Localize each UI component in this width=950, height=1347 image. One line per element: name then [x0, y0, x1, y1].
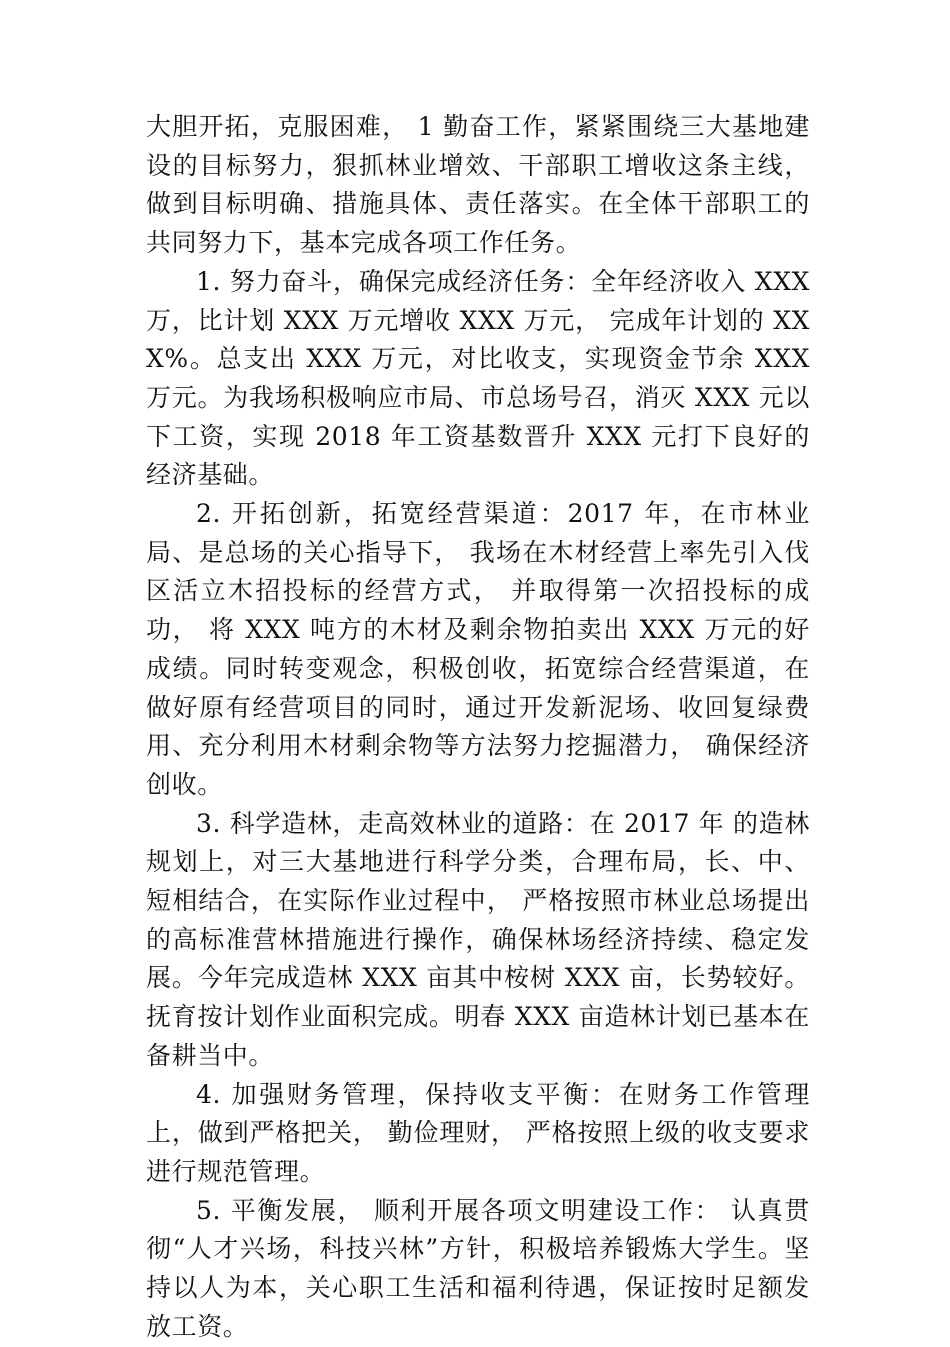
paragraph-item-2-business-channels: 2. 开拓创新，拓宽经营渠道：2017 年，在市林业局、是总场的关心指导下， 我场在木材经营上率先引入伐区活立木招投标的经营方式， 并取得第一次招投标的成功， 将 XXX 吨方的木材及剩余物拍卖出 XXX 万元的好成绩。同时转变观念，积极创收，拓宽综合经营渠道，在做好原有经营项目的同时，通过开发新泥场、收回复绿费用、充分利用木材剩余物等方法努力挖掘潜力， 确保经济创收。 [146, 499, 810, 799]
document-page [146, 108, 810, 1347]
paragraph-item-4-financial-management: 4. 加强财务管理，保持收支平衡：在财务工作管理上，做到严格把关， 勤俭理财， 严格按照上级的收支要求进行规范管理。 [146, 1079, 810, 1186]
paragraph-item-1-economic-task: 1. 努力奋斗，确保完成经济任务：全年经济收入 XXX 万，比计划 XXX 万元增收 XXX 万元， 完成年计划的 XXX%。总支出 XXX 万元，对比收支，实现资金节余 XXX 万元。为我场积极响应市局、市总场号召，消灭 XXX 元以下工资，实现 2018 年工资基数晋升 XXX 元打下良好的经济基础。 [146, 266, 810, 490]
paragraph-intro: 大胆开拓，克服困难， 1 勤奋工作，紧紧围绕三大基地建设的目标努力，狠抓林业增效、干部职工增收这条主线，做到目标明确、措施具体、责任落实。在全体干部职工的共同努力下，基本完成各项工作任务。 [146, 112, 810, 258]
paragraph-item-5-civilization-building: 5. 平衡发展， 顺利开展各项文明建设工作： 认真贯彻“人才兴场，科技兴林”方针，积极培养锻炼大学生。坚持以人为本，关心职工生活和福利待遇，保证按时足额发放工资。 [146, 1195, 810, 1341]
paragraph-item-3-afforestation: 3. 科学造林，走高效林业的道路：在 2017 年 的造林规划上，对三大基地进行科学分类，合理布局，长、中、短相结合，在实际作业过程中， 严格按照市林业总场提出的高标准营林措施进行操作，确保林场经济持续、稳定发展。今年完成造林 XXX 亩其中桉树 XXX 亩，长势较好。抚育按计划作业面积完成。明春 XXX 亩造林计划已基本在备耕当中。 [146, 808, 810, 1070]
